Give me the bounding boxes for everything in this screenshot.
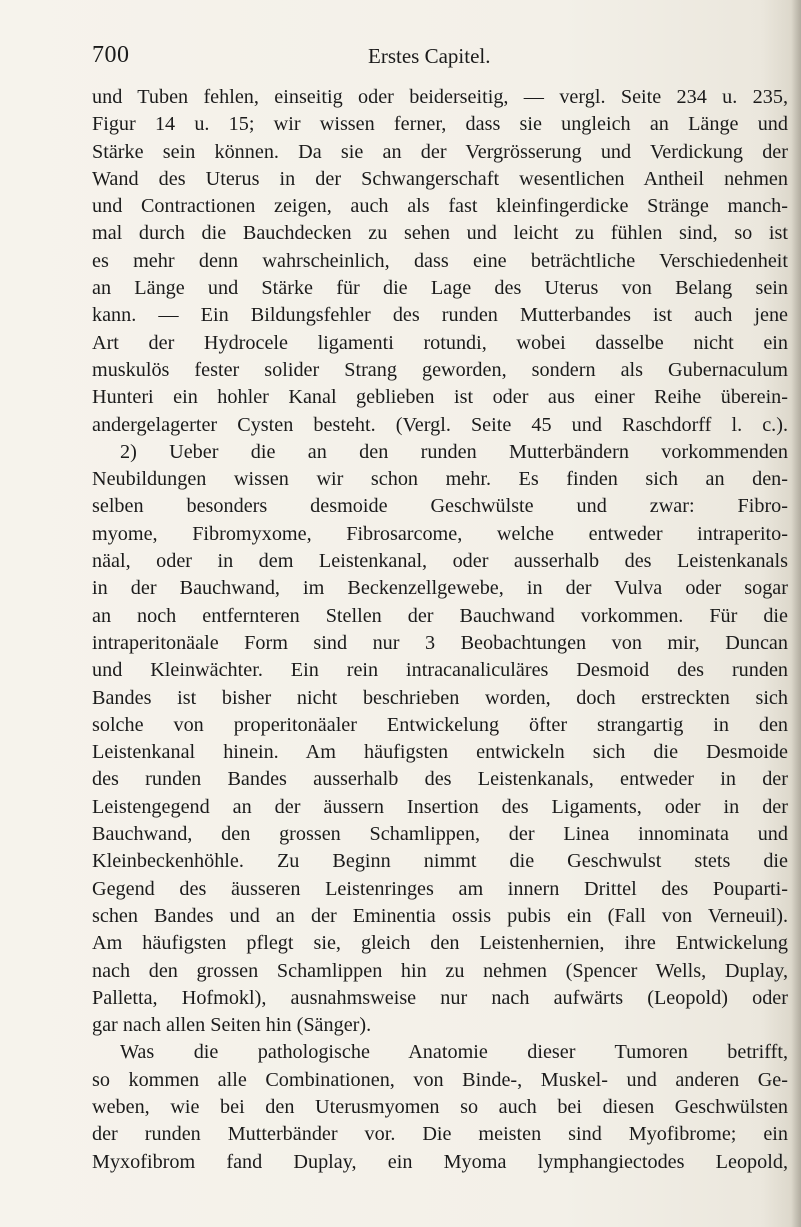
text-line: selben besonders desmoide Geschwülste und zwar: Fibro- bbox=[92, 495, 788, 518]
text-line: Hunteri ein hohler Kanal geblieben ist oder aus einer Reihe überein- bbox=[92, 386, 788, 409]
text-line: gar nach allen Seiten hin (Sänger). bbox=[92, 1014, 372, 1037]
text-line: Am häufigsten pflegt sie, gleich den Leistenhernien, ihre Entwickelung bbox=[92, 932, 788, 955]
running-head: Erstes Capitel. bbox=[368, 44, 491, 68]
text-line: Bauchwand, den grossen Schamlippen, der Linea innominata und bbox=[92, 823, 788, 846]
page-number: 700 bbox=[92, 42, 130, 68]
text-line: Myxofibrom fand Duplay, ein Myoma lymphangiectodes Leopold, bbox=[92, 1150, 788, 1173]
text-line: Stärke sein können. Da sie an der Vergrösserung und Verdickung der bbox=[92, 140, 788, 163]
page-header bbox=[92, 42, 788, 72]
text-line: näal, oder in dem Leistenkanal, oder ausserhalb des Leistenkanals bbox=[92, 550, 788, 573]
text-line: 2) Ueber die an den runden Mutterbändern vorkommenden bbox=[120, 440, 788, 463]
text-line: so kommen alle Combinationen, von Binde-, Muskel- und anderen Ge- bbox=[92, 1068, 788, 1091]
text-line: und Tuben fehlen, einseitig oder beiderseitig, — vergl. Seite 234 u. 235, bbox=[92, 86, 788, 108]
text-line: Leistengegend an der äussern Insertion des Ligaments, oder in der bbox=[92, 795, 788, 818]
text-line: Wand des Uterus in der Schwangerschaft wesentlichen Antheil nehmen bbox=[92, 167, 788, 190]
text-line: mal durch die Bauchdecken zu sehen und leicht zu fühlen sind, so ist bbox=[92, 222, 788, 245]
text-line: es mehr denn wahrscheinlich, dass eine beträchtliche Verschiedenheit bbox=[92, 249, 788, 272]
text-line: Bandes ist bisher nicht beschrieben worden, doch erstreckten sich bbox=[92, 686, 788, 709]
text-line: myome, Fibromyxome, Fibrosarcome, welche entweder intraperito- bbox=[92, 522, 788, 545]
text-line: kann. — Ein Bildungsfehler des runden Mutterbandes ist auch jene bbox=[92, 304, 788, 327]
text-line: und Contractionen zeigen, auch als fast kleinfingerdicke Stränge manch- bbox=[92, 195, 788, 218]
text-line: Leistenkanal hinein. Am häufigsten entwickeln sich die Desmoide bbox=[92, 741, 788, 764]
text-line: an Länge und Stärke für die Lage des Uterus von Belang sein bbox=[92, 277, 788, 300]
text-line: weben, wie bei den Uterusmyomen so auch bei diesen Geschwülsten bbox=[92, 1095, 788, 1118]
text-line: Palletta, Hofmokl), ausnahmsweise nur nach aufwärts (Leopold) oder bbox=[92, 986, 788, 1009]
text-line: Was die pathologische Anatomie dieser Tumoren betrifft, bbox=[120, 1041, 788, 1064]
text-line: Gegend des äusseren Leistenringes am innern Drittel des Pouparti- bbox=[92, 877, 788, 900]
text-line: Art der Hydrocele ligamenti rotundi, wobei dasselbe nicht ein bbox=[92, 331, 788, 354]
page-edge-shadow bbox=[791, 0, 801, 1227]
text-line: Figur 14 u. 15; wir wissen ferner, dass sie ungleich an Länge und bbox=[92, 113, 788, 136]
text-line: nach den grossen Schamlippen hin zu nehmen (Spencer Wells, Duplay, bbox=[92, 959, 788, 982]
body-text bbox=[92, 84, 788, 1176]
text-line: solche von properitonäaler Entwickelung öfter strangartig in den bbox=[92, 713, 788, 736]
text-line: des runden Bandes ausserhalb des Leistenkanals, entweder in der bbox=[92, 768, 788, 791]
text-line: der runden Mutterbänder vor. Die meisten sind Myofibrome; ein bbox=[92, 1123, 788, 1146]
text-line: intraperitonäale Form sind nur 3 Beobachtungen von mir, Duncan bbox=[92, 631, 788, 654]
text-line: muskulös fester solider Strang geworden, sondern als Gubernaculum bbox=[92, 358, 788, 381]
text-line: in der Bauchwand, im Beckenzellgewebe, in der Vulva oder sogar bbox=[92, 577, 788, 600]
text-line: schen Bandes und an der Eminentia ossis pubis ein (Fall von Verneuil). bbox=[92, 904, 788, 927]
text-line: Neubildungen wissen wir schon mehr. Es finden sich an den- bbox=[92, 468, 788, 491]
text-line: andergelagerter Cysten besteht. (Vergl. Seite 45 und Raschdorff l. c.). bbox=[92, 413, 788, 436]
text-line: an noch entfernteren Stellen der Bauchwand vorkommen. Für die bbox=[92, 604, 788, 627]
text-line: und Kleinwächter. Ein rein intracanaliculäres Desmoid des runden bbox=[92, 659, 788, 682]
text-line: Kleinbeckenhöhle. Zu Beginn nimmt die Geschwulst stets die bbox=[92, 850, 788, 873]
